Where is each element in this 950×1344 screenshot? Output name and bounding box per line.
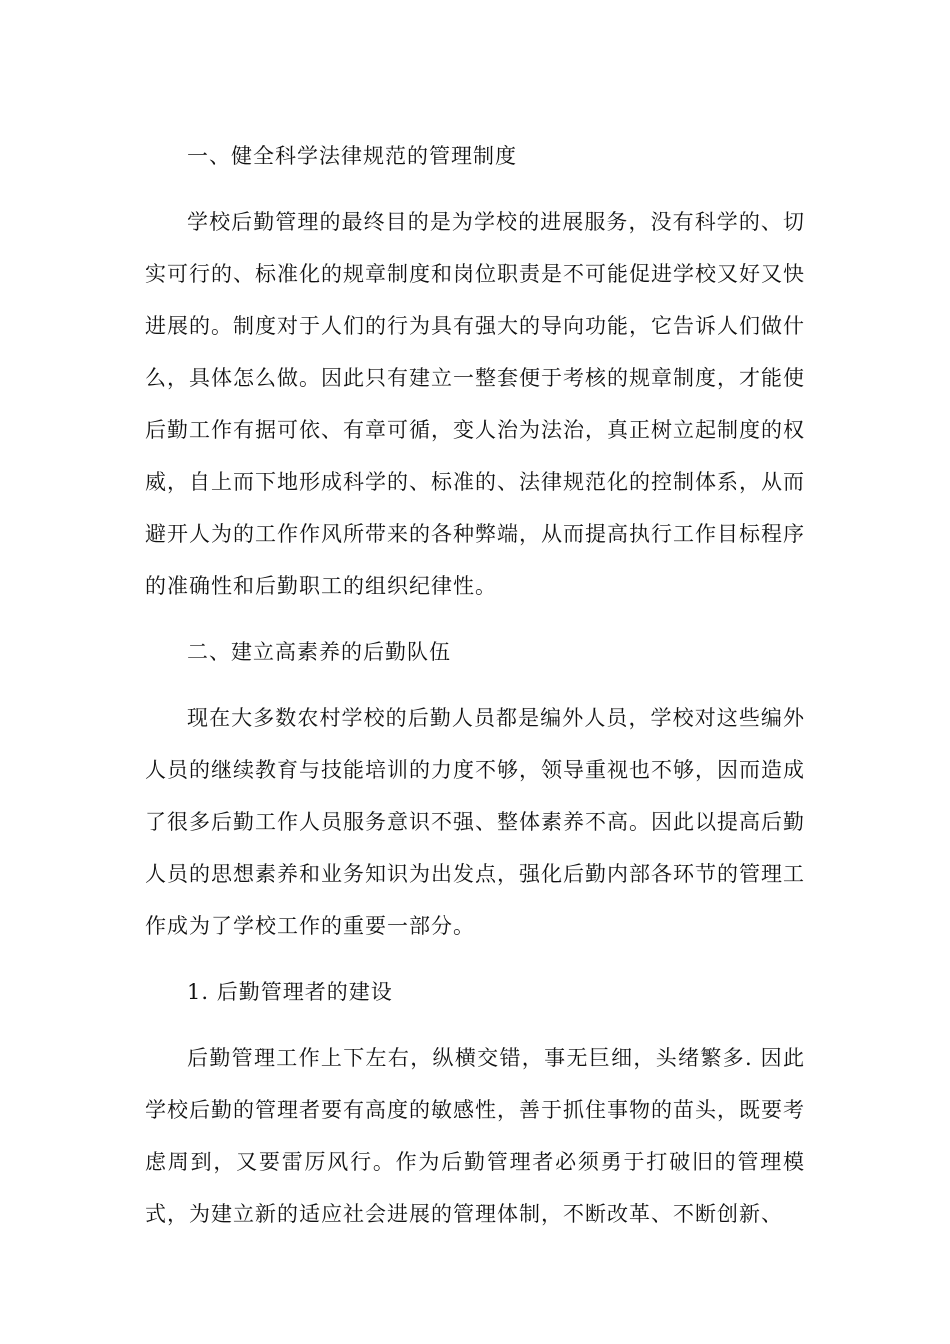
spacer xyxy=(145,952,805,966)
section-heading-1: 一、健全科学法律规范的管理制度 xyxy=(187,144,517,168)
section-paragraph-3: 后勤管理工作上下左右，纵横交错，事无巨细，头绪繁多. 因此学校后勤的管理者要有高度的敏感性，善于抓住事物的苗头，既要考虑周到，又要雷厉风行。作为后勤管理者必须勇于打破旧的管理模式，为建立新的适应社会进展的管理体制，不断改革、不断创新、 xyxy=(145,1046,805,1226)
spacer xyxy=(145,1018,805,1032)
spacer xyxy=(145,612,805,626)
section-paragraph-1: 学校后勤管理的最终目的是为学校的进展服务，没有科学的、切实可行的、标准化的规章制度和岗位职责是不可能促进学校又好又快进展的。制度对于人们的行为具有强大的导向功能，它告诉人们做什么，具体怎么做。因此只有建立一整套便于考核的规章制度，才能使后勤工作有据可依、有章可循，变人治为法治，真正树立起制度的权威，自上而下地形成科学的、标准的、法律规范化的控制体系，从而避开人为的工作作风所带来的各种弊端，从而提高执行工作目标程序的准确性和后勤职工的组织纪律性。 xyxy=(145,210,805,598)
spacer xyxy=(145,678,805,692)
section-heading-2: 二、建立高素养的后勤队伍 xyxy=(187,640,451,664)
spacer xyxy=(145,182,805,196)
section-heading-3: 1. 后勤管理者的建设 xyxy=(187,980,393,1004)
section-paragraph-2: 现在大多数农村学校的后勤人员都是编外人员，学校对这些编外人员的继续教育与技能培训的力度不够，领导重视也不够，因而造成了很多后勤工作人员服务意识不强、整体素养不高。因此以提高后勤人员的思想素养和业务知识为出发点，强化后勤内部各环节的管理工作成为了学校工作的重要一部分。 xyxy=(145,706,805,938)
